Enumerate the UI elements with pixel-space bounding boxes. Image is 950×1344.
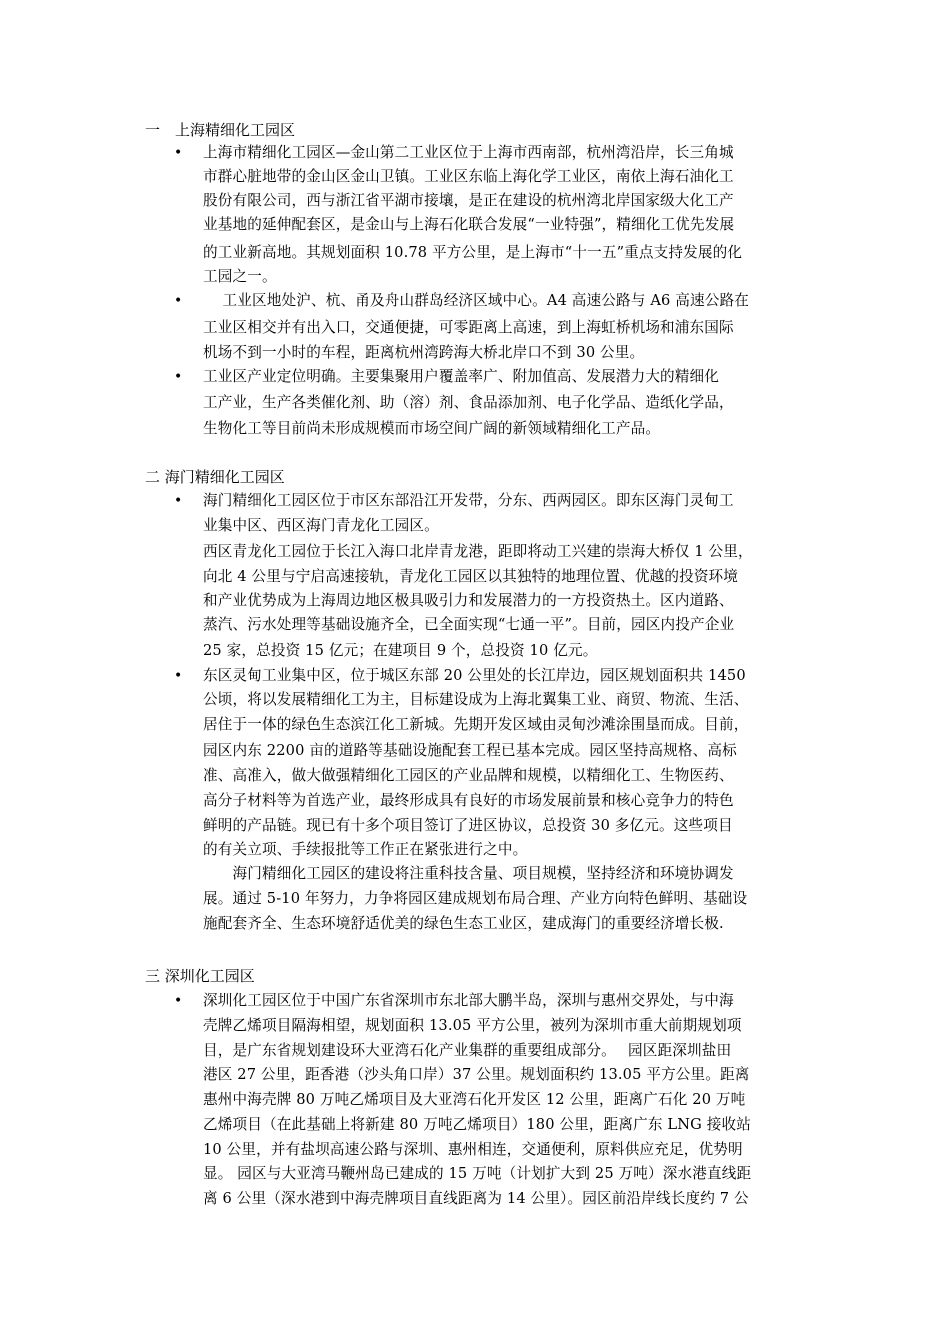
paragraph-line: 离 6 公里（深水港到中海壳牌项目直线距离为 14 公里）。园区前沿岸线长度约 7 公 bbox=[203, 1190, 749, 1207]
bullet-icon: • bbox=[174, 493, 183, 509]
paragraph-line: 海门精细化工园区位于市区东部沿江开发带，分东、西两园区。即东区海门灵甸工 bbox=[203, 492, 734, 509]
paragraph-line: 显。 园区与大亚湾马鞭州岛已建成的 15 万吨（计划扩大到 25 万吨）深水港直线距 bbox=[203, 1165, 752, 1182]
paragraph-line: 工产业，生产各类催化剂、助（溶）剂、食品添加剂、电子化学品、造纸化学品， bbox=[203, 394, 734, 411]
paragraph-line: 蒸汽、污水处理等基础设施齐全，已全面实现“七通一平”。目前，园区内投产企业 bbox=[203, 616, 735, 633]
paragraph-line: 展。通过 5-10 年努力，力争将园区建成规划布局合理、产业方向特色鲜明、基础设 bbox=[203, 890, 748, 907]
paragraph-line: 准、高准入，做大做强精细化工园区的产业品牌和规模，以精细化工、生物医药、 bbox=[203, 767, 734, 784]
paragraph-line: 工园之一。 bbox=[203, 268, 277, 285]
paragraph-line: 深圳化工园区位于中国广东省深圳市东北部大鹏半岛，深圳与惠州交界处，与中海 bbox=[203, 992, 734, 1009]
paragraph-line: 向北 4 公里与宁启高速接轨，青龙化工园区以其独特的地理位置、优越的投资环境 bbox=[203, 568, 739, 585]
paragraph-line: 10 公里，并有盐坝高速公路与深圳、惠州相连，交通便利，原料供应充足，优势明 bbox=[203, 1141, 743, 1158]
paragraph-line: 施配套齐全、生态环境舒适优美的绿色生态工业区，建成海门的重要经济增长极. bbox=[203, 915, 724, 932]
paragraph-line: 市群心脏地带的金山区金山卫镇。工业区东临上海化学工业区，南依上海石油化工 bbox=[203, 168, 734, 185]
paragraph-line: 惠州中海壳牌 80 万吨乙烯项目及大亚湾石化开发区 12 公里，距离广石化 20 万吨 bbox=[203, 1091, 746, 1108]
paragraph-line: 目，是广东省规划建设环大亚湾石化产业集群的重要组成部分。 园区距深圳盐田 bbox=[203, 1042, 732, 1059]
paragraph-line: 园区内东 2200 亩的道路等基础设施配套工程已基本完成。园区坚持高规格、高标 bbox=[203, 742, 737, 759]
paragraph-line: 25 家，总投资 15 亿元；在建项目 9 个，总投资 10 亿元。 bbox=[203, 642, 598, 659]
paragraph-line: 的有关立项、手续报批等工作正在紧张进行之中。 bbox=[203, 841, 528, 858]
paragraph-line: 港区 27 公里，距香港（沙头角口岸）37 公里。规划面积约 13.05 平方公里。距离 bbox=[203, 1066, 750, 1083]
bullet-icon: • bbox=[174, 145, 183, 161]
paragraph-line: 和产业优势成为上海周边地区极具吸引力和发展潜力的一方投资热土。区内道路、 bbox=[203, 592, 734, 609]
bullet-icon: • bbox=[174, 993, 183, 1009]
paragraph-line: 工业区地处沪、杭、甬及舟山群岛经济区域中心。A4 高速公路与 A6 高速公路在 bbox=[203, 292, 749, 309]
paragraph-line: 鲜明的产品链。现已有十多个项目签订了进区协议，总投资 30 多亿元。这些项目 bbox=[203, 817, 733, 834]
paragraph-line: 居住于一体的绿色生态滨江化工新城。先期开发区域由灵甸沙滩涂围垦而成。目前， bbox=[203, 716, 749, 733]
paragraph-line: 业基地的延伸配套区，是金山与上海石化联合发展“一业特强”，精细化工优先发展 bbox=[203, 216, 735, 233]
paragraph-line: 机场不到一小时的车程，距离杭州湾跨海大桥北岸口不到 30 公里。 bbox=[203, 344, 645, 361]
section-heading-haimen: 二 海门精细化工园区 bbox=[145, 468, 285, 486]
section-heading-shenzhen: 三 深圳化工园区 bbox=[145, 967, 255, 985]
paragraph-line: 上海市精细化工园区—金山第二工业区位于上海市西南部，杭州湾沿岸，长三角城 bbox=[203, 144, 734, 161]
paragraph-line: 高分子材料等为首选产业，最终形成具有良好的市场发展前景和核心竞争力的特色 bbox=[203, 792, 734, 809]
paragraph-line: 工业区相交并有出入口，交通便捷，可零距离上高速，到上海虹桥机场和浦东国际 bbox=[203, 319, 734, 336]
bullet-icon: • bbox=[174, 293, 183, 309]
bullet-icon: • bbox=[174, 369, 183, 385]
paragraph-line: 海门精细化工园区的建设将注重科技含量、项目规模，坚持经济和环境协调发 bbox=[203, 865, 734, 882]
paragraph-line: 业集中区、西区海门青龙化工园区。 bbox=[203, 517, 439, 534]
bullet-icon: • bbox=[174, 668, 183, 684]
paragraph-line: 西区青龙化工园位于长江入海口北岸青龙港，距即将动工兴建的崇海大桥仅 1 公里， bbox=[203, 543, 753, 560]
section-heading-shanghai: 一 上海精细化工园区 bbox=[145, 121, 296, 139]
paragraph-line: 公顷，将以发展精细化工为主，目标建设成为上海北翼集工业、商贸、物流、生活、 bbox=[203, 691, 749, 708]
paragraph-line: 工业区产业定位明确。主要集聚用户覆盖率广、附加值高、发展潜力大的精细化 bbox=[203, 368, 720, 385]
paragraph-line: 股份有限公司，西与浙江省平湖市接壤，是正在建设的杭州湾北岸国家级大化工产 bbox=[203, 192, 734, 209]
paragraph-line: 的工业新高地。其规划面积 10.78 平方公里，是上海市“十一五”重点支持发展的化 bbox=[203, 244, 743, 261]
paragraph-line: 壳牌乙烯项目隔海相望，规划面积 13.05 平方公里，被列为深圳市重大前期规划项 bbox=[203, 1017, 742, 1034]
paragraph-line: 东区灵甸工业集中区，位于城区东部 20 公里处的长江岸边，园区规划面积共 1450 bbox=[203, 667, 746, 684]
paragraph-line: 乙烯项目（在此基础上将新建 80 万吨乙烯项目）180 公里，距离广东 LNG 接收站 bbox=[203, 1116, 752, 1133]
paragraph-line: 生物化工等目前尚未形成规模而市场空间广阔的新领域精细化工产品。 bbox=[203, 420, 661, 437]
